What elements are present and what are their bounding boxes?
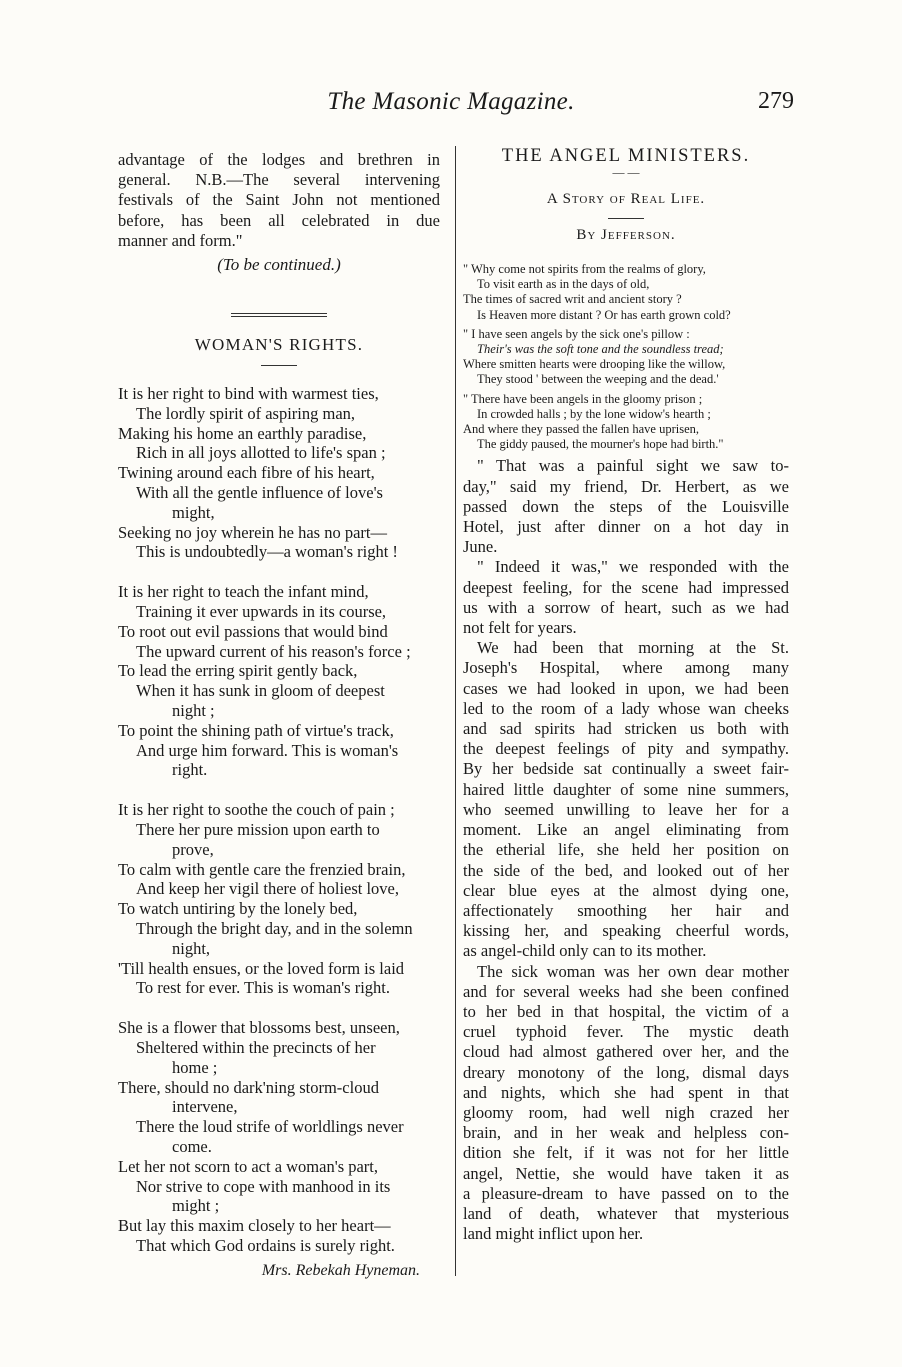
epigraph-line: Where smitten hearts were drooping like the willow, <box>463 357 726 372</box>
text-line: not felt for years. <box>463 618 577 638</box>
poem-line: might, <box>172 502 215 522</box>
story-byline: By Jefferson. <box>576 227 676 243</box>
text-line: general. N.B.—The several intervening <box>118 170 440 190</box>
text-line: who seemed unwilling to leave her for a <box>463 799 789 819</box>
story-paragraph <box>463 456 789 557</box>
text-line: the deepest feelings of pity and sympathy. <box>463 739 789 759</box>
epigraph-line: " Why come not spirits from the realms of glory, <box>463 262 706 276</box>
epigraph-line: The giddy paused, the mourner's hope had birth." <box>477 437 724 452</box>
text-line: kissing her, and speaking cheerful words, <box>463 921 789 941</box>
poem-line: Nor strive to cope with manhood in its <box>136 1176 391 1196</box>
text-line: Hotel, just after dinner on a hot day in <box>463 517 789 537</box>
text-line: By her bedside sat continually a sweet fair- <box>463 759 789 779</box>
poem-line: Sheltered within the precincts of her <box>136 1037 376 1057</box>
poem-line: The upward current of his reason's force ; <box>136 641 411 661</box>
story-paragraph <box>463 962 789 1245</box>
to-be-continued: (To be continued.) <box>217 255 341 275</box>
epigraph-stanza <box>463 327 789 388</box>
epigraph-line: Is Heaven more distant ? Or has earth grown cold? <box>477 307 731 322</box>
left-column <box>118 150 440 1280</box>
poem-line: might ; <box>172 1196 220 1216</box>
story-subtitle: A Story of Real Life. <box>546 191 706 207</box>
poem-line: To root out evil passions that would bind <box>118 621 388 641</box>
poem-line: Let her not scorn to act a woman's part, <box>118 1156 379 1176</box>
text-line: and nights, which she had spent in that <box>463 1082 789 1102</box>
story-paragraph <box>463 557 789 638</box>
text-line: " Indeed it was," we responded with the <box>477 557 789 577</box>
story-body <box>463 456 789 1244</box>
text-line: festivals of the Saint John not mentioned <box>118 190 440 210</box>
poem-line: Seeking no joy wherein he has no part— <box>118 522 387 542</box>
poem-line: prove, <box>172 839 214 859</box>
text-line: advantage of the lodges and brethren in <box>118 150 440 169</box>
section-divider <box>231 313 327 317</box>
text-line: as angel-child only can to its mother. <box>463 941 707 961</box>
text-line: angel, Nettie, she would have taken it as <box>463 1163 789 1183</box>
text-line: before, has been all celebrated in due <box>118 210 440 230</box>
epigraph-line: " I have seen angels by the sick one's pillow : <box>463 326 690 341</box>
poem-line: home ; <box>172 1057 218 1077</box>
text-line: land might inflict upon her. <box>463 1224 644 1244</box>
epigraph-line: Their's was the soft tone and the soundless tread; <box>477 342 724 357</box>
poem-title: WOMAN'S RIGHTS. <box>194 335 364 355</box>
text-line: the side of the bed, and looked out of her <box>463 860 789 880</box>
epigraph <box>463 262 789 452</box>
poem-stanza <box>118 384 440 562</box>
poem-line: To watch untiring by the lonely bed, <box>118 899 358 919</box>
epigraph-line: And where they passed the fallen have uprisen, <box>463 422 700 437</box>
title-rule <box>261 365 297 366</box>
text-line: Joseph's Hospital, where among many <box>463 658 789 678</box>
title-dashes: — — <box>612 165 640 179</box>
text-line: passed down the steps of the Louisville <box>463 496 789 516</box>
poem-line: To rest for ever. This is woman's right. <box>136 978 391 998</box>
poem-line: And keep her vigil there of holiest love, <box>136 879 400 899</box>
poem-line: But lay this maxim closely to her heart— <box>118 1216 391 1236</box>
text-line: manner and form." <box>118 230 243 250</box>
story-title: THE ANGEL MINISTERS. <box>501 146 751 166</box>
poem-line: There the loud strife of worldlings never <box>136 1117 404 1137</box>
epigraph-line: In crowded halls ; by the lone widow's hearth ; <box>477 406 711 421</box>
epigraph-stanza <box>463 392 789 453</box>
text-line: and sad spirits had stricken us both with <box>463 719 789 739</box>
poem-line: That which God ordains is surely right. <box>136 1235 395 1255</box>
epigraph-line: To visit earth as in the days of old, <box>477 277 650 292</box>
column-divider <box>455 146 456 1276</box>
epigraph-stanza <box>463 262 789 323</box>
text-line: We had been that morning at the St. <box>477 638 789 658</box>
poem-line: With all the gentle influence of love's <box>136 483 383 502</box>
poem-body <box>118 384 440 1256</box>
text-line: The sick woman was her own dear mother <box>477 961 789 981</box>
epigraph-line: " There have been angels in the gloomy prison ; <box>463 391 703 406</box>
text-line: June. <box>463 537 498 557</box>
poem-line: To point the shining path of virtue's track, <box>118 720 394 740</box>
poem-line: When it has sunk in gloom of deepest <box>136 681 385 701</box>
poem-stanza <box>118 582 440 780</box>
text-line: and for several weeks had she been confined <box>463 981 789 1001</box>
text-line: gloomy room, had well nigh crazed her <box>463 1102 789 1122</box>
text-line: affectionately smoothing her hair and <box>463 900 789 920</box>
text-line: deepest feeling, for the scene had impressed <box>463 577 789 597</box>
epigraph-line: They stood ' between the weeping and the dead.' <box>477 372 719 387</box>
poem-line: Through the bright day, and in the solemn <box>136 918 413 938</box>
text-line: led to the room of a lady whose wan cheeks <box>463 698 789 718</box>
poem-stanza <box>118 1018 440 1256</box>
poem-line: 'Till health ensues, or the loved form is laid <box>118 958 405 978</box>
subtitle-rule <box>608 218 644 219</box>
text-line: haired little daughter of some nine summers, <box>463 779 789 799</box>
poem-line: Training it ever upwards in its course, <box>136 601 387 621</box>
poem-line: Making his home an earthly paradise, <box>118 423 367 443</box>
poem-line: She is a flower that blossoms best, unseen, <box>118 1018 400 1038</box>
poem-stanza <box>118 800 440 998</box>
poem-line: It is her right to soothe the couch of pain ; <box>118 800 395 820</box>
poem-line: night, <box>172 938 211 958</box>
poem-line: come. <box>172 1136 212 1156</box>
epigraph-line: The times of sacred writ and ancient story ? <box>463 292 682 307</box>
story-paragraph <box>463 638 789 961</box>
text-line: to her bed in that hospital, the victim of a <box>463 1001 789 1021</box>
text-line: cruel typhoid fever. The mystic death <box>463 1022 789 1042</box>
poem-line: To calm with gentle care the frenzied brain, <box>118 859 406 879</box>
text-line: us with a sorrow of heart, such as we had <box>463 597 789 617</box>
poem-line: right. <box>172 760 208 780</box>
poem-line: There her pure mission upon earth to <box>136 819 380 839</box>
text-line: dreary monotony of the long, dismal days <box>463 1062 789 1082</box>
poem-line: Twining around each fibre of his heart, <box>118 463 375 483</box>
poem-line: intervene, <box>172 1097 238 1117</box>
poem-line: It is her right to teach the infant mind, <box>118 582 369 602</box>
text-line: cases we had looked in upon, we had been <box>463 678 789 698</box>
right-column <box>463 146 789 1244</box>
running-header-title: The Masonic Magazine. <box>327 88 575 115</box>
text-line: a pleasure-dream to have passed on to the <box>463 1183 789 1203</box>
poem-author: Mrs. Rebekah Hyneman. <box>261 1261 420 1279</box>
text-line: land of death, whatever that mysterious <box>463 1203 789 1223</box>
poem-line: The lordly spirit of aspiring man, <box>136 403 356 423</box>
page-number: 279 <box>758 88 794 114</box>
text-line: moment. Like an angel eliminating from <box>463 820 789 840</box>
text-line: dition she felt, if it was not for her little <box>463 1143 789 1163</box>
poem-line: There, should no dark'ning storm-cloud <box>118 1077 379 1097</box>
poem-line: To lead the erring spirit gently back, <box>118 661 358 681</box>
continued-text <box>118 150 440 251</box>
text-line: brain, and in her weak and helpless con- <box>463 1123 789 1143</box>
poem-line: This is undoubtedly—a woman's right ! <box>136 542 398 562</box>
text-line: the etherial life, she held her position on <box>463 840 789 860</box>
text-line: cloud had almost gathered over her, and the <box>463 1042 789 1062</box>
poem-line: Rich in all joys allotted to life's span ; <box>136 443 386 463</box>
poem-line: night ; <box>172 700 215 720</box>
text-line: clear blue eyes at the almost dying one, <box>463 880 789 900</box>
text-line: day," said my friend, Dr. Herbert, as we <box>463 476 789 496</box>
text-line: " That was a painful sight we saw to- <box>477 456 789 476</box>
poem-line: It is her right to bind with warmest ties, <box>118 384 379 404</box>
poem-line: And urge him forward. This is woman's <box>136 740 399 760</box>
